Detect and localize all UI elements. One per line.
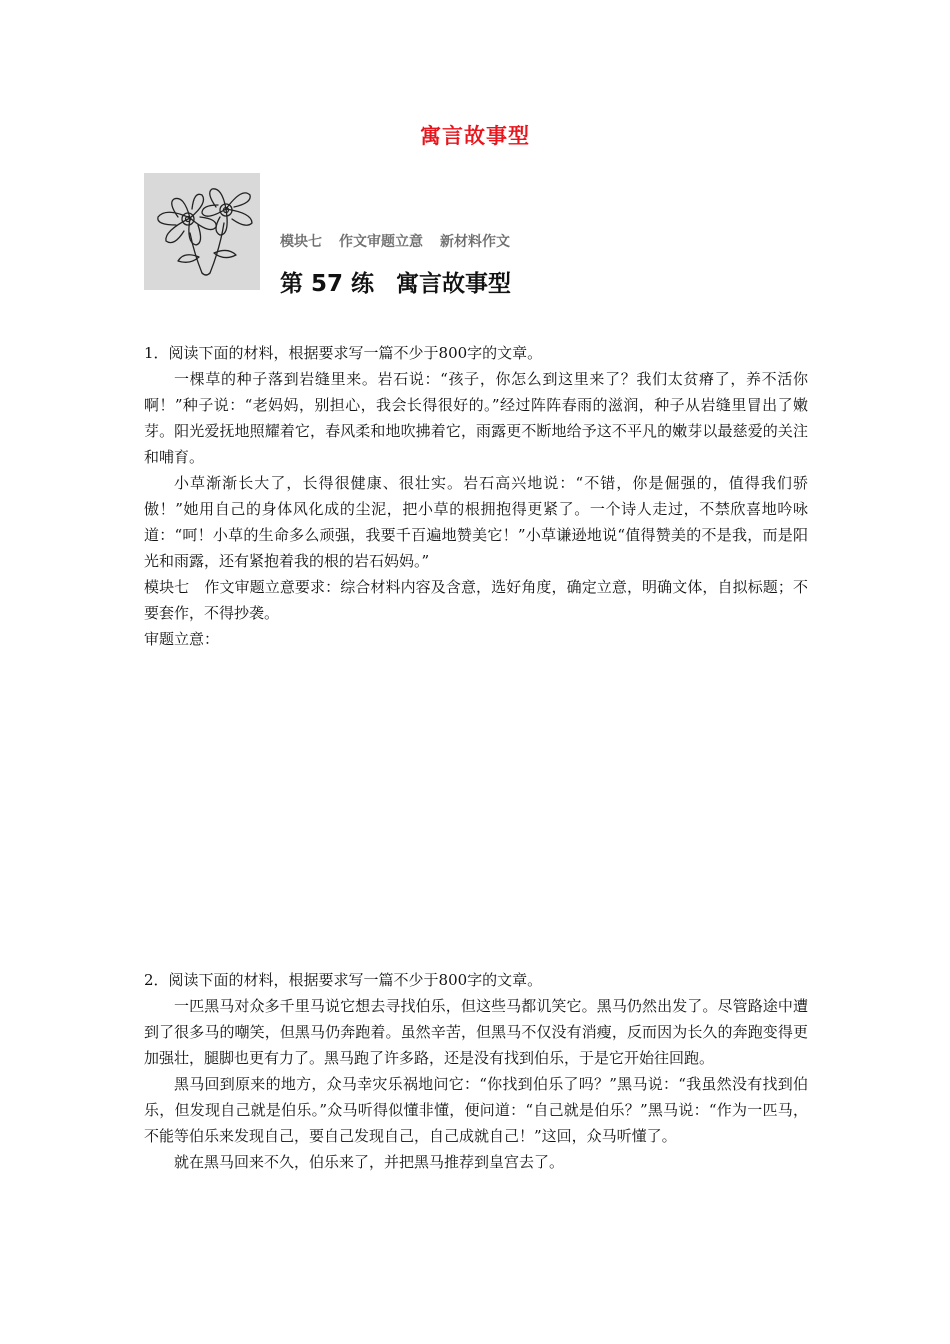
chapter-banner [144, 173, 724, 297]
question-2 [144, 967, 808, 1175]
material-paragraph: 就在黑马回来不久，伯乐来了，并把黑马推荐到皇宫去了。 [174, 1153, 565, 1171]
module-label: 模块七 [280, 234, 322, 250]
question-1 [144, 340, 808, 652]
question-prompt: 1．阅读下面的材料，根据要求写一篇不少于800字的文章。 [144, 344, 543, 362]
module-subtopic: 新材料作文 [440, 234, 510, 250]
module-topic: 作文审题立意 [339, 234, 423, 250]
practice-number: 第 57 练 [280, 271, 375, 297]
material-paragraph: 一棵草的种子落到岩缝里来。岩石说：“孩子，你怎么到这里来了？我们太贫瘠了，养不活你啊！”种子说：“老妈妈，别担心，我会长得很好的。”经过阵阵春雨的滋润，种子从岩缝里冒出了嫩芽。阳光爱抚地照耀着它，春风柔和地吹拂着它，雨露更不断地给予这不平凡的嫩芽以最慈爱的关注和哺育。 [144, 370, 808, 466]
material-paragraph: 一匹黑马对众多千里马说它想去寻找伯乐，但这些马都讥笑它。黑马仍然出发了。尽管路途中遭到了很多马的嘲笑，但黑马仍奔跑着。虽然辛苦，但黑马不仅没有消瘦，反而因为长久的奔跑变得更加强壮，腿脚也更有力了。黑马跑了许多路，还是没有找到伯乐，于是它开始往回跑。 [144, 997, 808, 1067]
flower-icon [144, 173, 260, 290]
module-heading [280, 231, 527, 251]
page-title: 寓言故事型 [420, 123, 530, 148]
answer-label: 审题立意： [144, 630, 220, 648]
writing-requirements: 模块七 作文审题立意要求：综合材料内容及含意，选好角度，确定立意，明确文体，自拟标题；不要套作，不得抄袭。 [144, 578, 808, 622]
material-paragraph: 小草渐渐长大了，长得很健康、很壮实。岩石高兴地说：“不错，你是倔强的，值得我们骄傲！”她用自己的身体风化成的尘泥，把小草的根拥抱得更紧了。一个诗人走过，不禁欣喜地吟咏道：“呵！小草的生命多么顽强，我要千百遍地赞美它！”小草谦逊地说“值得赞美的不是我，而是阳光和雨露，还有紧抱着我的根的岩石妈妈。” [144, 474, 808, 570]
question-prompt: 2．阅读下面的材料，根据要求写一篇不少于800字的文章。 [144, 971, 543, 989]
material-paragraph: 黑马回到原来的地方，众马幸灾乐祸地问它：“你找到伯乐了吗？”黑马说：“我虽然没有找到伯乐，但发现自己就是伯乐。”众马听得似懂非懂，便问道：“自己就是伯乐？”黑马说：“作为一匹马，不能等伯乐来发现自己，要自己发现自己，自己成就自己！”这回，众马听懂了。 [144, 1075, 808, 1145]
practice-title: 寓言故事型 [396, 271, 512, 297]
flower-illustration [144, 173, 260, 290]
practice-heading [280, 265, 511, 298]
